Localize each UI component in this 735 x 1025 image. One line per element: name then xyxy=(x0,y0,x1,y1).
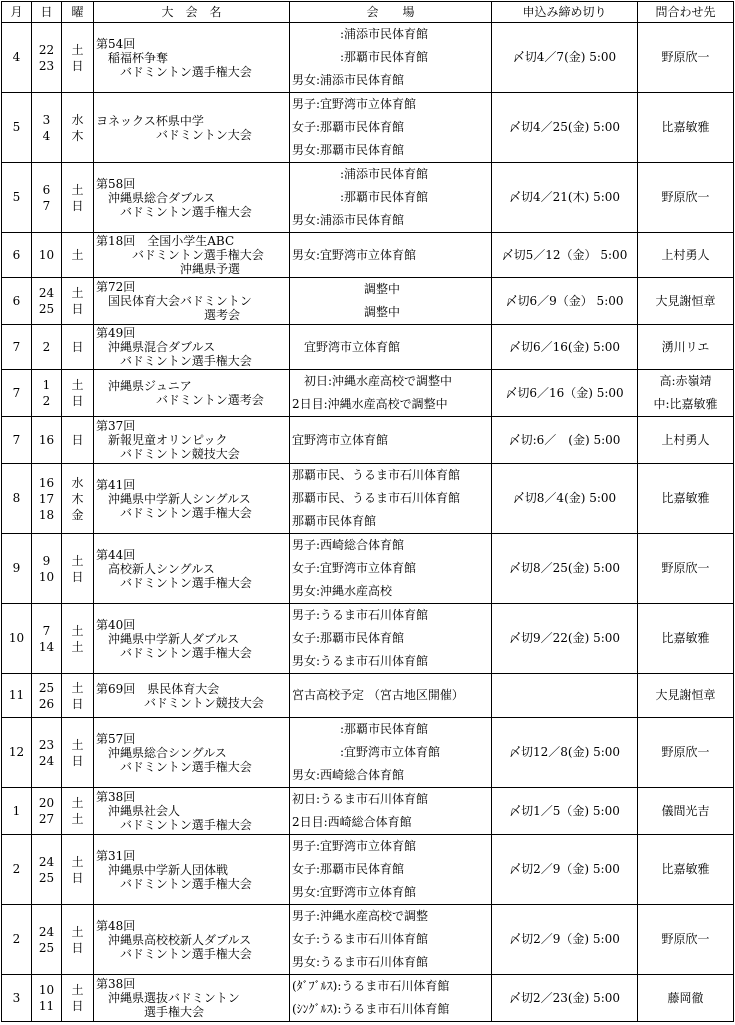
day-value: 6 xyxy=(42,182,51,197)
venue-line: (ｼﾝｸﾞﾙｽ):うるま市石川体育館 xyxy=(292,1002,450,1016)
day-value: 11 xyxy=(38,999,55,1013)
day-cell xyxy=(32,325,62,370)
tournament-name-line: 第37回 xyxy=(96,419,136,433)
tournament-schedule-table xyxy=(1,1,734,1022)
contact-cell: 比嘉敏雅 xyxy=(638,835,734,905)
day-cell xyxy=(32,233,62,278)
contact-cell: 野原欣一 xyxy=(638,534,734,604)
weekday-value: 日 xyxy=(71,696,84,711)
tournament-name-cell xyxy=(94,163,290,233)
weekday-value: 水 xyxy=(71,475,84,490)
day-cell xyxy=(32,674,62,718)
venue-line: 初日:沖縄水産高校で調整中 xyxy=(292,374,453,388)
weekday-value: 日 xyxy=(71,999,84,1013)
contact-line: 高:赤嶺靖 xyxy=(659,374,712,388)
tournament-name-line: バドミントン選手権大会 xyxy=(96,64,252,79)
contact-cell: 野原欣一 xyxy=(638,905,734,975)
day-cell xyxy=(32,788,62,835)
deadline-cell: 〆切6／9（金） 5:00 xyxy=(492,278,638,325)
tournament-name-cell xyxy=(94,233,290,278)
tournament-name-line: 沖縄県中学新人ダブルス xyxy=(96,631,240,646)
venue-line: 女子:うるま市石川体育館 xyxy=(292,932,429,946)
contact-cell: 大見謝恒章 xyxy=(638,278,734,325)
weekday-cell xyxy=(62,233,94,278)
month-cell: 3 xyxy=(2,975,32,1022)
contact-cell: 野原欣一 xyxy=(638,23,734,93)
table-row xyxy=(2,534,734,604)
weekday-value: 日 xyxy=(71,340,84,354)
tournament-name-cell xyxy=(94,905,290,975)
table-row xyxy=(2,278,734,325)
venue-line: (ﾀﾞﾌﾞﾙｽ):うるま市石川体育館 xyxy=(292,979,450,993)
tournament-name-line: バドミントン選考会 xyxy=(96,393,264,407)
day-cell xyxy=(32,905,62,975)
venue-cell xyxy=(290,163,492,233)
day-cell xyxy=(32,975,62,1022)
weekday-cell xyxy=(62,975,94,1022)
venue-cell xyxy=(290,93,492,163)
day-value: 25 xyxy=(38,680,55,695)
weekday-cell xyxy=(62,674,94,718)
day-value: 1 xyxy=(42,378,51,392)
day-value: 16 xyxy=(38,475,55,490)
tournament-name-line: 国民体育大会バドミントン xyxy=(96,294,252,308)
venue-line: 男女:宜野湾市立体育館 xyxy=(292,885,417,899)
venue-cell xyxy=(290,604,492,674)
header-name: 大 会 名 xyxy=(94,2,290,23)
table-row xyxy=(2,233,734,278)
tournament-name-line: バドミントン選手権大会 xyxy=(96,759,252,774)
weekday-value: 金 xyxy=(71,507,84,522)
month-cell: 11 xyxy=(2,674,32,718)
day-value: 9 xyxy=(42,553,51,568)
venue-cell xyxy=(290,534,492,604)
weekday-cell xyxy=(62,534,94,604)
tournament-name-line: ヨネックス杯県中学 xyxy=(96,113,204,128)
tournament-name-cell xyxy=(94,464,290,534)
tournament-name-line: 選手権大会 xyxy=(96,1005,205,1019)
weekday-value: 土 xyxy=(71,680,84,695)
tournament-name-cell xyxy=(94,370,290,417)
contact-line: 中:比嘉敏雅 xyxy=(653,397,718,411)
weekday-cell xyxy=(62,163,94,233)
weekday-value: 日 xyxy=(71,433,84,447)
venue-line: :浦添市民体育館 xyxy=(292,27,429,41)
contact-cell: 藤岡徹 xyxy=(638,975,734,1022)
day-value: 24 xyxy=(38,753,55,768)
header-weekday: 曜 xyxy=(62,2,94,23)
venue-cell xyxy=(290,905,492,975)
month-cell: 8 xyxy=(2,464,32,534)
venue-line: 男女:西崎総合体育館 xyxy=(292,768,405,782)
weekday-cell xyxy=(62,370,94,417)
weekday-cell xyxy=(62,718,94,788)
day-value: 2 xyxy=(42,340,51,354)
venue-cell xyxy=(290,975,492,1022)
weekday-value: 土 xyxy=(71,182,84,197)
header-contact: 問合わせ先 xyxy=(638,2,734,23)
venue-line: 那覇市民、うるま市石川体育館 xyxy=(292,468,461,482)
month-cell: 1 xyxy=(2,788,32,835)
day-value: 18 xyxy=(38,507,55,522)
venue-line: :那覇市民体育館 xyxy=(292,190,429,204)
table-row xyxy=(2,604,734,674)
table-row xyxy=(2,417,734,464)
month-cell: 2 xyxy=(2,905,32,975)
weekday-value: 木 xyxy=(71,491,84,506)
deadline-cell: 〆切5／12（金） 5:00 xyxy=(492,233,638,278)
weekday-value: 日 xyxy=(71,198,84,213)
contact-cell: 野原欣一 xyxy=(638,718,734,788)
contact-cell: 比嘉敏雅 xyxy=(638,464,734,534)
venue-line: 男子:宜野湾市立体育館 xyxy=(292,839,417,853)
day-value: 10 xyxy=(38,569,55,584)
table-row xyxy=(2,23,734,93)
weekday-value: 土 xyxy=(71,378,84,392)
weekday-value: 土 xyxy=(71,42,84,57)
day-value: 2 xyxy=(42,394,51,408)
venue-cell xyxy=(290,464,492,534)
tournament-name-line: 第40回 xyxy=(96,617,136,632)
deadline-cell: 〆切1／5（金) 5:00 xyxy=(492,788,638,835)
tournament-name-line: 沖縄県選抜バドミントン xyxy=(96,991,240,1005)
venue-line: 調整中 xyxy=(292,282,401,296)
weekday-value: 土 xyxy=(71,983,84,997)
table-row xyxy=(2,835,734,905)
tournament-name-line: 新報児童オリンピック xyxy=(96,433,228,447)
tournament-name-line: 第38回 xyxy=(96,977,136,991)
tournament-name-line: バドミントン選手権大会 xyxy=(96,818,252,832)
month-cell: 6 xyxy=(2,233,32,278)
contact-cell: 上村勇人 xyxy=(638,233,734,278)
day-value: 22 xyxy=(38,42,55,57)
month-cell: 7 xyxy=(2,417,32,464)
weekday-value: 日 xyxy=(71,394,84,408)
day-value: 17 xyxy=(38,491,55,506)
tournament-name-line: 第54回 xyxy=(96,36,136,51)
month-cell: 5 xyxy=(2,93,32,163)
day-value: 23 xyxy=(38,58,55,73)
weekday-value: 日 xyxy=(71,569,84,584)
contact-cell: 大見謝恒章 xyxy=(638,674,734,718)
day-value: 25 xyxy=(38,870,55,885)
contact-cell: 儀間光吉 xyxy=(638,788,734,835)
tournament-name-line: 沖縄県総合ダブルス xyxy=(96,190,216,205)
tournament-name-line: 第31回 xyxy=(96,848,136,863)
weekday-cell xyxy=(62,835,94,905)
day-value: 24 xyxy=(38,924,55,939)
deadline-cell: 〆切:6／ (金) 5:00 xyxy=(492,417,638,464)
weekday-value: 日 xyxy=(71,870,84,885)
venue-line: :浦添市民体育館 xyxy=(292,167,429,181)
deadline-cell: 〆切2／9（金) 5:00 xyxy=(492,905,638,975)
tournament-name-line: 沖縄県混合ダブルス xyxy=(96,340,216,354)
venue-cell xyxy=(290,674,492,718)
deadline-cell: 〆切4／7(金) 5:00 xyxy=(492,23,638,93)
weekday-cell xyxy=(62,278,94,325)
venue-line: :那覇市民体育館 xyxy=(292,722,429,736)
venue-cell xyxy=(290,417,492,464)
weekday-value: 土 xyxy=(71,737,84,752)
venue-line: 男女:宜野湾市立体育館 xyxy=(292,247,417,262)
weekday-cell xyxy=(62,23,94,93)
venue-cell xyxy=(290,370,492,417)
tournament-name-line: 第49回 xyxy=(96,326,136,340)
tournament-name-line: 沖縄県中学新人団体戦 xyxy=(96,862,229,877)
venue-line: 女子:那覇市民体育館 xyxy=(292,631,405,645)
venue-line: 宮古高校予定 （宮古地区開催） xyxy=(292,688,464,702)
weekday-value: 土 xyxy=(71,796,84,810)
header-month: 月 xyxy=(2,2,32,23)
venue-line: 男女:沖縄水産高校 xyxy=(292,584,393,598)
weekday-value: 水 xyxy=(71,112,84,127)
tournament-name-line: バドミントン選手権大会 xyxy=(96,575,252,590)
venue-cell xyxy=(290,325,492,370)
tournament-name-line: 選考会 xyxy=(96,308,241,322)
weekday-cell xyxy=(62,905,94,975)
month-cell: 4 xyxy=(2,23,32,93)
tournament-name-line: 第48回 xyxy=(96,918,136,933)
day-value: 25 xyxy=(38,302,55,316)
table-row xyxy=(2,163,734,233)
deadline-cell: 〆切2／9（金) 5:00 xyxy=(492,835,638,905)
contact-cell: 上村勇人 xyxy=(638,417,734,464)
tournament-name-line: 第44回 xyxy=(96,547,136,562)
day-value: 25 xyxy=(38,940,55,955)
day-value: 27 xyxy=(38,812,55,826)
venue-line: 調整中 xyxy=(292,305,401,319)
table-row xyxy=(2,905,734,975)
tournament-name-cell xyxy=(94,718,290,788)
tournament-name-cell xyxy=(94,788,290,835)
day-cell xyxy=(32,835,62,905)
deadline-cell: 〆切6／16（金) 5:00 xyxy=(492,370,638,417)
tournament-name-line: 第58回 xyxy=(96,176,136,191)
tournament-name-cell xyxy=(94,534,290,604)
weekday-value: 日 xyxy=(71,58,84,73)
venue-line: 男女:浦添市民体育館 xyxy=(292,213,405,227)
month-cell: 6 xyxy=(2,278,32,325)
tournament-name-line: バドミントン選手権大会 xyxy=(96,946,252,961)
contact-cell xyxy=(638,370,734,417)
venue-line: 男女:那覇市民体育館 xyxy=(292,143,405,157)
header-row xyxy=(2,2,734,23)
venue-cell xyxy=(290,233,492,278)
day-value: 3 xyxy=(42,112,51,127)
day-cell xyxy=(32,718,62,788)
weekday-value: 日 xyxy=(71,940,84,955)
venue-line: 初日:うるま市石川体育館 xyxy=(292,792,429,806)
day-value: 4 xyxy=(42,128,51,143)
table-row xyxy=(2,370,734,417)
day-cell xyxy=(32,370,62,417)
table-row xyxy=(2,674,734,718)
tournament-name-line: 稲福杯争奪 xyxy=(96,50,169,65)
tournament-name-cell xyxy=(94,604,290,674)
deadline-cell: 〆切8／4(金) 5:00 xyxy=(492,464,638,534)
venue-line: 女子:宜野湾市立体育館 xyxy=(292,561,417,575)
venue-cell xyxy=(290,788,492,835)
tournament-name-cell xyxy=(94,93,290,163)
tournament-name-line: 第72回 xyxy=(96,280,136,294)
contact-cell: 野原欣一 xyxy=(638,163,734,233)
contact-cell: 湧川リエ xyxy=(638,325,734,370)
tournament-name-line: 沖縄県予選 xyxy=(96,262,241,276)
month-cell: 10 xyxy=(2,604,32,674)
day-cell xyxy=(32,464,62,534)
venue-line: 2日目:西崎総合体育館 xyxy=(292,815,412,829)
header-venue: 会 場 xyxy=(290,2,492,23)
tournament-name-line: バドミントン選手権大会 xyxy=(96,876,252,891)
month-cell: 5 xyxy=(2,163,32,233)
tournament-name-line: バドミントン選手権大会 xyxy=(96,248,264,262)
day-value: 20 xyxy=(38,796,55,810)
day-value: 14 xyxy=(38,639,55,654)
day-value: 23 xyxy=(38,737,55,752)
day-cell xyxy=(32,417,62,464)
deadline-cell: 〆切12／8(金) 5:00 xyxy=(492,718,638,788)
tournament-name-cell xyxy=(94,417,290,464)
tournament-name-line: 第57回 xyxy=(96,731,136,746)
weekday-cell xyxy=(62,604,94,674)
month-cell: 7 xyxy=(2,325,32,370)
venue-line: :宜野湾市立体育館 xyxy=(292,745,441,759)
venue-line: 女子:那覇市民体育館 xyxy=(292,120,405,134)
venue-line: 男女:うるま市石川体育館 xyxy=(292,955,429,969)
venue-line: 男子:西崎総合体育館 xyxy=(292,538,405,552)
tournament-name-line: バドミントン選手権大会 xyxy=(96,204,252,219)
deadline-cell: 〆切9／22(金) 5:00 xyxy=(492,604,638,674)
venue-line: 2日目:沖縄水産高校で調整中 xyxy=(292,397,448,411)
weekday-value: 土 xyxy=(71,553,84,568)
weekday-cell xyxy=(62,788,94,835)
table-row xyxy=(2,975,734,1022)
weekday-value: 土 xyxy=(71,924,84,939)
day-value: 24 xyxy=(38,854,55,869)
day-cell xyxy=(32,163,62,233)
tournament-name-line: 第69回 県民体育大会 xyxy=(96,681,220,696)
table-row xyxy=(2,464,734,534)
deadline-cell: 〆切4／25(金) 5:00 xyxy=(492,93,638,163)
month-cell: 9 xyxy=(2,534,32,604)
day-cell xyxy=(32,604,62,674)
day-cell xyxy=(32,23,62,93)
deadline-cell: 〆切6／16(金) 5:00 xyxy=(492,325,638,370)
table-row xyxy=(2,93,734,163)
table-row xyxy=(2,788,734,835)
table-row xyxy=(2,718,734,788)
venue-line: 男子:うるま市石川体育館 xyxy=(292,608,429,622)
venue-line: 女子:那覇市民体育館 xyxy=(292,862,405,876)
weekday-cell xyxy=(62,325,94,370)
tournament-name-line: 沖縄県ジュニア xyxy=(96,379,192,393)
tournament-name-line: バドミントン選手権大会 xyxy=(96,505,252,520)
venue-line: 那覇市民、うるま市石川体育館 xyxy=(292,491,461,505)
tournament-name-line: 第38回 xyxy=(96,790,136,804)
tournament-name-cell xyxy=(94,325,290,370)
day-cell xyxy=(32,278,62,325)
venue-cell xyxy=(290,278,492,325)
deadline-cell xyxy=(492,674,638,718)
tournament-name-cell xyxy=(94,23,290,93)
venue-cell xyxy=(290,835,492,905)
tournament-name-line: 沖縄県中学新人シングルス xyxy=(96,491,251,506)
day-value: 10 xyxy=(38,983,55,997)
venue-line: 男女:うるま市石川体育館 xyxy=(292,654,429,668)
tournament-name-line: 高校新人シングルス xyxy=(96,561,215,576)
venue-cell xyxy=(290,718,492,788)
venue-line: 男子:宜野湾市立体育館 xyxy=(292,97,417,111)
tournament-name-line: バドミントン大会 xyxy=(96,127,252,142)
day-value: 7 xyxy=(42,623,51,638)
deadline-cell: 〆切8／25(金) 5:00 xyxy=(492,534,638,604)
weekday-cell xyxy=(62,417,94,464)
tournament-name-line: バドミントン競技大会 xyxy=(96,447,240,461)
venue-line: 宜野湾市立体育館 xyxy=(292,339,401,354)
tournament-name-line: 第41回 xyxy=(96,477,136,492)
table-row xyxy=(2,325,734,370)
day-value: 16 xyxy=(38,433,55,447)
tournament-name-line: バドミントン競技大会 xyxy=(96,695,264,710)
tournament-name-line: 沖縄県高校校新人ダブルス xyxy=(96,932,252,947)
deadline-cell: 〆切2／23(金) 5:00 xyxy=(492,975,638,1022)
day-value: 10 xyxy=(38,248,55,262)
contact-cell: 比嘉敏雅 xyxy=(638,604,734,674)
day-cell xyxy=(32,93,62,163)
venue-line: 宜野湾市立体育館 xyxy=(292,432,389,447)
weekday-cell xyxy=(62,93,94,163)
tournament-name-cell xyxy=(94,975,290,1022)
tournament-name-line: バドミントン選手権大会 xyxy=(96,645,252,660)
tournament-name-cell xyxy=(94,835,290,905)
day-value: 7 xyxy=(42,198,51,213)
day-value: 26 xyxy=(38,696,55,711)
venue-line: 那覇市民体育館 xyxy=(292,514,377,528)
deadline-cell: 〆切4／21(木) 5:00 xyxy=(492,163,638,233)
venue-line: 男子:沖縄水産高校で調整 xyxy=(292,909,429,923)
tournament-name-line: 沖縄県総合シングルス xyxy=(96,745,227,760)
tournament-name-line: 第18回 全国小学生ABC xyxy=(96,234,235,248)
weekday-value: 土 xyxy=(71,639,84,654)
weekday-value: 土 xyxy=(71,623,84,638)
header-day: 日 xyxy=(32,2,62,23)
month-cell: 2 xyxy=(2,835,32,905)
venue-line: :那覇市民体育館 xyxy=(292,50,429,64)
venue-line: 男女:浦添市民体育館 xyxy=(292,73,405,87)
tournament-name-cell xyxy=(94,674,290,718)
weekday-value: 土 xyxy=(71,286,84,300)
tournament-name-line: バドミントン選手権大会 xyxy=(96,354,252,368)
venue-cell xyxy=(290,23,492,93)
month-cell: 7 xyxy=(2,370,32,417)
weekday-value: 日 xyxy=(71,302,84,316)
month-cell: 12 xyxy=(2,718,32,788)
day-cell xyxy=(32,534,62,604)
weekday-value: 土 xyxy=(71,248,84,262)
tournament-name-line: 沖縄県社会人 xyxy=(96,804,181,818)
weekday-value: 土 xyxy=(71,854,84,869)
weekday-value: 木 xyxy=(71,128,84,143)
tournament-name-cell xyxy=(94,278,290,325)
header-deadline: 申込み締め切り xyxy=(492,2,638,23)
weekday-cell xyxy=(62,464,94,534)
contact-cell: 比嘉敏雅 xyxy=(638,93,734,163)
day-value: 24 xyxy=(38,286,55,300)
weekday-value: 日 xyxy=(71,753,84,768)
weekday-value: 土 xyxy=(71,812,84,826)
